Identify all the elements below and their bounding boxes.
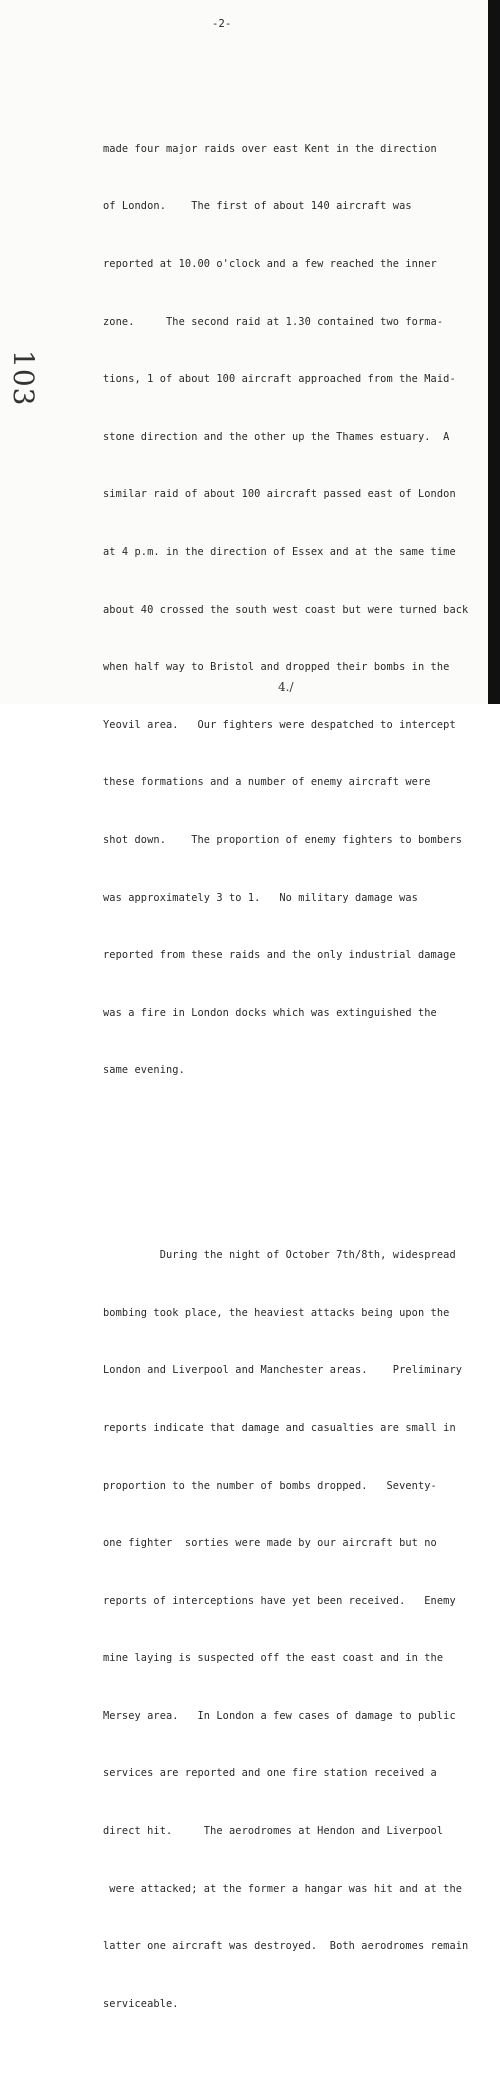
text-line: when half way to Bristol and dropped their bombs in the bbox=[103, 661, 450, 674]
handwritten-margin-note: 103 bbox=[7, 350, 40, 407]
text-line: reported from these raids and the only industrial damage bbox=[103, 949, 456, 962]
text-line: latter one aircraft was destroyed. Both aerodromes remain bbox=[103, 1940, 469, 1953]
text-line: these formations and a number of enemy aircraft were bbox=[103, 776, 431, 789]
text-line: reports of interceptions have yet been received. Enemy bbox=[103, 1594, 456, 1607]
text-line: services are reported and one fire station received a bbox=[103, 1767, 437, 1780]
text-line: reported at 10.00 o'clock and a few reached the inner bbox=[103, 258, 437, 270]
scan-edge bbox=[488, 0, 500, 704]
text-line: was approximately 3 to 1. No military damage was bbox=[103, 891, 418, 904]
text-line: at 4 p.m. in the direction of Essex and at the same time bbox=[103, 545, 456, 558]
text-line: London and Liverpool and Manchester areas. Preliminary bbox=[103, 1364, 463, 1377]
paragraph-2 bbox=[103, 1208, 483, 2053]
text-line: proportion to the number of bombs dropped. Seventy- bbox=[103, 1479, 437, 1492]
continuation-marker: 4./ bbox=[278, 680, 294, 694]
text-line: of London. The first of about 140 aircraft was bbox=[103, 200, 412, 213]
text-line: was a fire in London docks which was extinguished the bbox=[103, 1006, 437, 1019]
text-line: were attacked; at the former a hangar was hit and at the bbox=[103, 1882, 463, 1895]
text-line: Mersey area. In London a few cases of damage to public bbox=[103, 1709, 456, 1722]
text-line: Yeovil area. Our fighters were despatched to intercept bbox=[103, 718, 456, 731]
text-line: shot down. The proportion of enemy fighters to bombers bbox=[103, 833, 463, 846]
paragraph-1 bbox=[103, 101, 483, 1119]
text-line: reports indicate that damage and casualties are small in bbox=[103, 1421, 456, 1434]
paragraph-spacing bbox=[103, 1157, 483, 1169]
text-line: serviceable. bbox=[103, 1997, 179, 2010]
text-line: one fighter sorties were made by our aircraft but no bbox=[103, 1537, 437, 1550]
page-number: -2- bbox=[212, 18, 232, 30]
text-line: During the night of October 7th/8th, widespread bbox=[103, 1249, 456, 1262]
text-line: bombing took place, the heaviest attacks being upon the bbox=[103, 1306, 450, 1319]
text-line: made four major raids over east Kent in the direction bbox=[103, 142, 437, 155]
typed-text-body bbox=[103, 63, 483, 2091]
text-line: zone. The second raid at 1.30 contained two forma- bbox=[103, 315, 444, 328]
text-line: similar raid of about 100 aircraft passed east of London bbox=[103, 488, 456, 501]
text-line: about 40 crossed the south west coast but were turned back bbox=[103, 603, 469, 616]
text-line: same evening. bbox=[103, 1064, 185, 1077]
text-line: mine laying is suspected off the east coast and in the bbox=[103, 1652, 444, 1665]
text-line: tions, 1 of about 100 aircraft approached from the Maid- bbox=[103, 373, 456, 386]
text-line: direct hit. The aerodromes at Hendon and Liverpool bbox=[103, 1825, 444, 1838]
text-line: stone direction and the other up the Thames estuary. A bbox=[103, 430, 450, 443]
